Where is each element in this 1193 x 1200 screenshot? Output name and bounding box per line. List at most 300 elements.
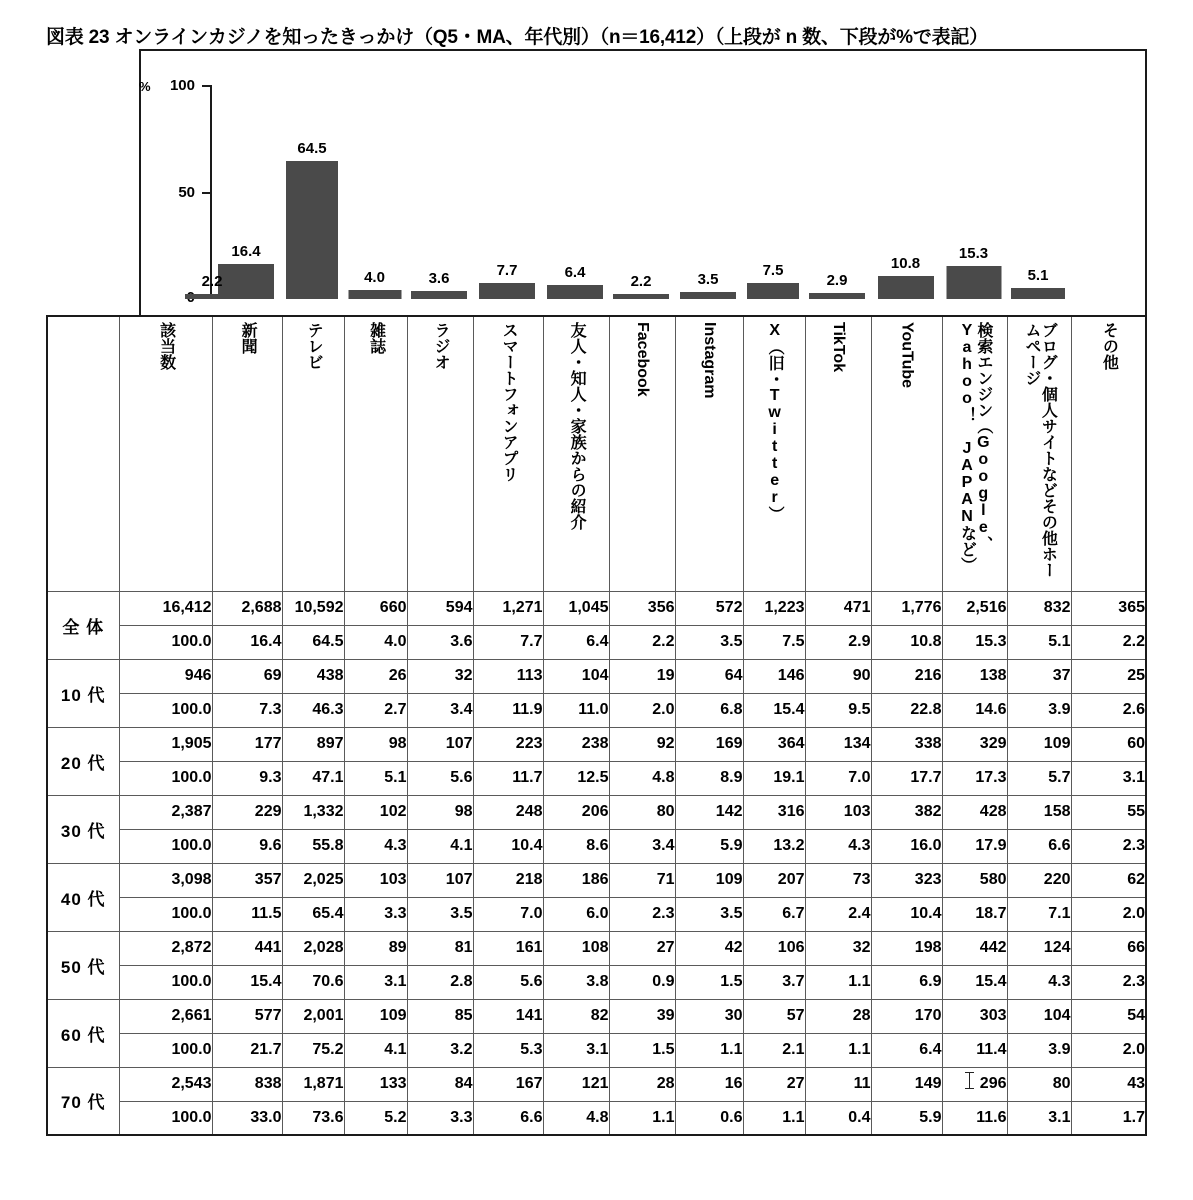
cell-n-3-5: 248 — [473, 795, 543, 829]
bar-value-label-11: 15.3 — [958, 245, 989, 262]
cell-pct-0-3: 4.0 — [344, 625, 407, 659]
cell-pct-3-10: 4.3 — [805, 829, 871, 863]
cell-n-0-14: 365 — [1071, 591, 1146, 625]
row-label-4: 40 代 — [47, 863, 119, 931]
cell-pct-4-3: 3.3 — [344, 897, 407, 931]
cell-n-0-10: 471 — [805, 591, 871, 625]
cell-n-6-14: 54 — [1071, 999, 1146, 1033]
bar-9 — [809, 293, 865, 299]
cell-pct-4-5: 7.0 — [473, 897, 543, 931]
cell-pct-1-4: 3.4 — [407, 693, 473, 727]
column-header-13 — [1071, 316, 1146, 591]
cell-pct-0-5: 7.7 — [473, 625, 543, 659]
table-row — [47, 625, 1146, 659]
cell-pct-1-5: 11.9 — [473, 693, 543, 727]
cell-pct-3-0: 100.0 — [119, 829, 212, 863]
column-header-12 — [1007, 316, 1071, 591]
cell-n-3-6: 206 — [543, 795, 609, 829]
bar-slot-8 — [742, 85, 804, 299]
cell-pct-1-2: 46.3 — [282, 693, 344, 727]
cell-pct-0-4: 3.6 — [407, 625, 473, 659]
cell-n-2-4: 107 — [407, 727, 473, 761]
cell-pct-0-14: 2.2 — [1071, 625, 1146, 659]
cell-pct-1-9: 15.4 — [743, 693, 805, 727]
cell-n-2-13: 109 — [1007, 727, 1071, 761]
bar-value-label-4: 7.7 — [496, 262, 518, 279]
column-header-2-label: 雑誌 — [367, 322, 385, 355]
cell-pct-1-14: 2.6 — [1071, 693, 1146, 727]
cell-pct-1-3: 2.7 — [344, 693, 407, 727]
cell-n-7-10: 11 — [805, 1067, 871, 1101]
column-header-13-label: その他 — [1100, 322, 1118, 371]
table-row — [47, 965, 1146, 999]
bar-value-label-6: 2.2 — [630, 273, 652, 290]
cell-n-1-4: 32 — [407, 659, 473, 693]
bar-slot-4 — [472, 85, 542, 299]
cell-n-2-2: 897 — [282, 727, 344, 761]
cell-n-6-10: 28 — [805, 999, 871, 1033]
cell-n-2-11: 338 — [871, 727, 942, 761]
bar-value-label-13: 2.2 — [201, 273, 223, 290]
cell-pct-2-0: 100.0 — [119, 761, 212, 795]
cell-pct-3-9: 13.2 — [743, 829, 805, 863]
cell-n-5-7: 27 — [609, 931, 675, 965]
cell-n-1-11: 216 — [871, 659, 942, 693]
column-header-7 — [675, 316, 743, 591]
cell-pct-4-0: 100.0 — [119, 897, 212, 931]
cell-n-7-5: 167 — [473, 1067, 543, 1101]
cell-pct-2-4: 5.6 — [407, 761, 473, 795]
cell-n-5-12: 442 — [942, 931, 1007, 965]
cell-pct-7-12: 11.6 — [942, 1101, 1007, 1135]
cell-n-1-6: 104 — [543, 659, 609, 693]
cell-n-2-6: 238 — [543, 727, 609, 761]
cell-pct-2-6: 12.5 — [543, 761, 609, 795]
cell-pct-6-4: 3.2 — [407, 1033, 473, 1067]
cell-pct-4-12: 18.7 — [942, 897, 1007, 931]
cell-pct-0-11: 10.8 — [871, 625, 942, 659]
cell-pct-7-13: 3.1 — [1007, 1101, 1071, 1135]
cell-pct-0-2: 64.5 — [282, 625, 344, 659]
cell-pct-7-5: 6.6 — [473, 1101, 543, 1135]
bar-8 — [747, 283, 799, 299]
cell-n-0-6: 1,045 — [543, 591, 609, 625]
cell-pct-0-1: 16.4 — [212, 625, 282, 659]
cell-pct-5-12: 15.4 — [942, 965, 1007, 999]
cell-pct-4-9: 6.7 — [743, 897, 805, 931]
cell-pct-1-12: 14.6 — [942, 693, 1007, 727]
cell-n-0-1: 2,688 — [212, 591, 282, 625]
cell-n-2-10: 134 — [805, 727, 871, 761]
cell-n-4-1: 357 — [212, 863, 282, 897]
cell-n-4-5: 218 — [473, 863, 543, 897]
cell-n-4-10: 73 — [805, 863, 871, 897]
column-header-8 — [743, 316, 805, 591]
cell-pct-6-3: 4.1 — [344, 1033, 407, 1067]
cell-pct-0-0: 100.0 — [119, 625, 212, 659]
cell-n-0-0: 16,412 — [119, 591, 212, 625]
cell-n-3-10: 103 — [805, 795, 871, 829]
cell-pct-0-13: 5.1 — [1007, 625, 1071, 659]
cell-n-3-13: 158 — [1007, 795, 1071, 829]
cell-n-4-8: 109 — [675, 863, 743, 897]
cell-n-4-11: 323 — [871, 863, 942, 897]
cell-n-5-0: 2,872 — [119, 931, 212, 965]
cell-n-3-7: 80 — [609, 795, 675, 829]
cell-pct-6-2: 75.2 — [282, 1033, 344, 1067]
cell-pct-7-8: 0.6 — [675, 1101, 743, 1135]
cell-pct-0-12: 15.3 — [942, 625, 1007, 659]
cell-n-0-4: 594 — [407, 591, 473, 625]
cell-n-1-12: 138 — [942, 659, 1007, 693]
bar-slot-10 — [870, 85, 941, 299]
bar-value-label-10: 10.8 — [890, 255, 921, 272]
cell-pct-0-6: 6.4 — [543, 625, 609, 659]
cell-n-2-7: 92 — [609, 727, 675, 761]
cell-pct-4-11: 10.4 — [871, 897, 942, 931]
cell-n-5-13: 124 — [1007, 931, 1071, 965]
cell-pct-4-10: 2.4 — [805, 897, 871, 931]
bar-value-label-8: 7.5 — [762, 262, 784, 279]
table-row — [47, 999, 1146, 1033]
cell-n-5-14: 66 — [1071, 931, 1146, 965]
column-header-9-label: TikTok — [830, 322, 848, 373]
cell-n-3-1: 229 — [212, 795, 282, 829]
cell-n-3-9: 316 — [743, 795, 805, 829]
cell-n-3-3: 102 — [344, 795, 407, 829]
cell-n-5-6: 108 — [543, 931, 609, 965]
cell-pct-2-10: 7.0 — [805, 761, 871, 795]
table-row — [47, 591, 1146, 625]
cell-pct-2-9: 19.1 — [743, 761, 805, 795]
cell-pct-0-9: 7.5 — [743, 625, 805, 659]
cell-pct-2-7: 4.8 — [609, 761, 675, 795]
bar-value-label-5: 6.4 — [564, 264, 586, 281]
cell-pct-2-8: 8.9 — [675, 761, 743, 795]
table-row — [47, 931, 1146, 965]
table-corner-cell — [47, 316, 119, 591]
column-header-6 — [609, 316, 675, 591]
cell-pct-4-2: 65.4 — [282, 897, 344, 931]
cell-pct-5-6: 3.8 — [543, 965, 609, 999]
cell-pct-5-5: 5.6 — [473, 965, 543, 999]
cell-n-0-13: 832 — [1007, 591, 1071, 625]
cell-pct-6-12: 11.4 — [942, 1033, 1007, 1067]
cell-pct-0-10: 2.9 — [805, 625, 871, 659]
cell-n-4-9: 207 — [743, 863, 805, 897]
cell-pct-1-10: 9.5 — [805, 693, 871, 727]
cell-pct-1-6: 11.0 — [543, 693, 609, 727]
cell-n-7-14: 43 — [1071, 1067, 1146, 1101]
cell-pct-7-9: 1.1 — [743, 1101, 805, 1135]
cell-pct-5-10: 1.1 — [805, 965, 871, 999]
cell-pct-3-5: 10.4 — [473, 829, 543, 863]
cell-pct-3-3: 4.3 — [344, 829, 407, 863]
table-body — [47, 591, 1146, 1135]
cell-n-3-4: 98 — [407, 795, 473, 829]
cross-tab-table — [46, 315, 1147, 1136]
cell-pct-7-4: 3.3 — [407, 1101, 473, 1135]
y-label-100: 100 — [169, 77, 195, 94]
cell-n-6-8: 30 — [675, 999, 743, 1033]
column-header-2 — [344, 316, 407, 591]
cell-n-0-2: 10,592 — [282, 591, 344, 625]
cell-n-5-4: 81 — [407, 931, 473, 965]
cell-pct-2-14: 3.1 — [1071, 761, 1146, 795]
cell-n-3-2: 1,332 — [282, 795, 344, 829]
cell-pct-3-12: 17.9 — [942, 829, 1007, 863]
cell-n-2-0: 1,905 — [119, 727, 212, 761]
column-header-6-label: Facebook — [634, 322, 652, 397]
cell-n-7-13: 80 — [1007, 1067, 1071, 1101]
bar-2 — [348, 290, 401, 299]
cell-pct-4-1: 11.5 — [212, 897, 282, 931]
row-label-7: 70 代 — [47, 1067, 119, 1135]
row-label-0: 全 体 — [47, 591, 119, 659]
cell-pct-1-8: 6.8 — [675, 693, 743, 727]
bar-slot-1 — [281, 85, 343, 299]
cell-n-5-10: 32 — [805, 931, 871, 965]
cell-pct-2-2: 47.1 — [282, 761, 344, 795]
cell-n-7-6: 121 — [543, 1067, 609, 1101]
cell-pct-6-14: 2.0 — [1071, 1033, 1146, 1067]
cell-pct-2-11: 17.7 — [871, 761, 942, 795]
cell-n-4-4: 107 — [407, 863, 473, 897]
cell-n-4-7: 71 — [609, 863, 675, 897]
cell-n-1-0: 946 — [119, 659, 212, 693]
cell-n-3-14: 55 — [1071, 795, 1146, 829]
bar-5 — [547, 285, 603, 299]
bar-slot-2 — [343, 85, 406, 299]
bar-slot-9 — [804, 85, 870, 299]
column-header-1 — [282, 316, 344, 591]
cell-n-1-13: 37 — [1007, 659, 1071, 693]
bar-11 — [946, 266, 1001, 299]
column-header-9 — [805, 316, 871, 591]
bar-value-label-2: 4.0 — [364, 269, 385, 286]
cell-pct-5-1: 15.4 — [212, 965, 282, 999]
table-row — [47, 1101, 1146, 1135]
bar-chart — [139, 49, 1147, 315]
cell-n-7-11: 149 — [871, 1067, 942, 1101]
column-header-7-label: Instagram — [701, 322, 719, 399]
cell-n-0-3: 660 — [344, 591, 407, 625]
cell-pct-7-6: 4.8 — [543, 1101, 609, 1135]
bar-4 — [479, 283, 535, 299]
column-header-12-label: ブログ・個人サイトなどその他ホームページ — [1023, 322, 1057, 579]
cell-pct-5-9: 3.7 — [743, 965, 805, 999]
cell-n-5-3: 89 — [344, 931, 407, 965]
cell-n-4-14: 62 — [1071, 863, 1146, 897]
cell-pct-3-8: 5.9 — [675, 829, 743, 863]
cell-n-2-14: 60 — [1071, 727, 1146, 761]
cell-pct-6-9: 2.1 — [743, 1033, 805, 1067]
cell-pct-2-5: 11.7 — [473, 761, 543, 795]
column-header-0 — [212, 316, 282, 591]
bar-value-label-12: 5.1 — [1027, 267, 1049, 284]
bar-slot-6 — [608, 85, 674, 299]
column-header-10 — [871, 316, 942, 591]
column-header-count — [119, 316, 212, 591]
column-header-1-label: テレビ — [305, 322, 323, 371]
bar-slot-12 — [1006, 85, 1070, 299]
cell-n-6-1: 577 — [212, 999, 282, 1033]
cell-n-5-2: 2,028 — [282, 931, 344, 965]
bar-slot-11 — [941, 85, 1006, 299]
column-header-10-label: YouTube — [898, 322, 916, 389]
cell-n-1-9: 146 — [743, 659, 805, 693]
cell-n-4-6: 186 — [543, 863, 609, 897]
cell-pct-3-11: 16.0 — [871, 829, 942, 863]
cell-pct-7-11: 5.9 — [871, 1101, 942, 1135]
cell-n-3-8: 142 — [675, 795, 743, 829]
cell-n-6-9: 57 — [743, 999, 805, 1033]
cell-pct-3-7: 3.4 — [609, 829, 675, 863]
cell-n-6-0: 2,661 — [119, 999, 212, 1033]
cell-n-7-0: 2,543 — [119, 1067, 212, 1101]
cell-n-3-11: 382 — [871, 795, 942, 829]
table-row — [47, 761, 1146, 795]
cell-pct-4-6: 6.0 — [543, 897, 609, 931]
cell-n-1-3: 26 — [344, 659, 407, 693]
cell-n-0-7: 356 — [609, 591, 675, 625]
cell-n-7-3: 133 — [344, 1067, 407, 1101]
bar-value-label-0: 16.4 — [231, 243, 261, 260]
cell-n-1-5: 113 — [473, 659, 543, 693]
cell-pct-5-7: 0.9 — [609, 965, 675, 999]
y-tick-50 — [202, 192, 211, 194]
cell-n-4-3: 103 — [344, 863, 407, 897]
table-row — [47, 727, 1146, 761]
bar-slot-5 — [542, 85, 608, 299]
cell-pct-7-14: 1.7 — [1071, 1101, 1146, 1135]
cell-n-2-8: 169 — [675, 727, 743, 761]
cell-pct-1-0: 100.0 — [119, 693, 212, 727]
cell-n-1-1: 69 — [212, 659, 282, 693]
cell-pct-7-2: 73.6 — [282, 1101, 344, 1135]
cell-n-1-2: 438 — [282, 659, 344, 693]
column-header-11 — [942, 316, 1007, 591]
y-tick-100 — [202, 85, 211, 87]
bar-6 — [613, 294, 669, 299]
cell-pct-6-6: 3.1 — [543, 1033, 609, 1067]
cell-pct-1-11: 22.8 — [871, 693, 942, 727]
cell-pct-2-1: 9.3 — [212, 761, 282, 795]
cell-n-7-4: 84 — [407, 1067, 473, 1101]
cell-n-6-11: 170 — [871, 999, 942, 1033]
cell-pct-7-3: 5.2 — [344, 1101, 407, 1135]
cell-pct-2-3: 5.1 — [344, 761, 407, 795]
cell-pct-0-7: 2.2 — [609, 625, 675, 659]
table-row — [47, 897, 1146, 931]
table-row — [47, 829, 1146, 863]
cell-pct-6-7: 1.5 — [609, 1033, 675, 1067]
cell-pct-7-1: 33.0 — [212, 1101, 282, 1135]
bar-value-label-3: 3.6 — [428, 270, 450, 287]
cell-n-6-3: 109 — [344, 999, 407, 1033]
cell-pct-4-14: 2.0 — [1071, 897, 1146, 931]
cell-pct-6-13: 3.9 — [1007, 1033, 1071, 1067]
cell-pct-3-1: 9.6 — [212, 829, 282, 863]
cell-pct-0-8: 3.5 — [675, 625, 743, 659]
cell-pct-6-10: 1.1 — [805, 1033, 871, 1067]
cell-pct-7-0: 100.0 — [119, 1101, 212, 1135]
cell-n-5-1: 441 — [212, 931, 282, 965]
cell-pct-5-0: 100.0 — [119, 965, 212, 999]
cell-n-5-5: 161 — [473, 931, 543, 965]
column-header-4 — [473, 316, 543, 591]
cell-n-4-0: 3,098 — [119, 863, 212, 897]
table-row — [47, 1033, 1146, 1067]
cell-n-2-9: 364 — [743, 727, 805, 761]
cell-n-7-7: 28 — [609, 1067, 675, 1101]
bar-7 — [680, 292, 736, 299]
bar-slot-3 — [406, 85, 472, 299]
cell-pct-5-3: 3.1 — [344, 965, 407, 999]
cell-n-7-1: 838 — [212, 1067, 282, 1101]
cell-n-1-14: 25 — [1071, 659, 1146, 693]
cell-pct-4-13: 7.1 — [1007, 897, 1071, 931]
table-row — [47, 863, 1146, 897]
cell-pct-7-7: 1.1 — [609, 1101, 675, 1135]
cell-pct-4-7: 2.3 — [609, 897, 675, 931]
table-row — [47, 693, 1146, 727]
cell-n-3-0: 2,387 — [119, 795, 212, 829]
bar-value-label-9: 2.9 — [826, 272, 848, 289]
cell-n-5-9: 106 — [743, 931, 805, 965]
cell-pct-1-7: 2.0 — [609, 693, 675, 727]
cell-pct-2-13: 5.7 — [1007, 761, 1071, 795]
axis-unit-label: % — [139, 79, 151, 94]
cell-pct-5-4: 2.8 — [407, 965, 473, 999]
cell-n-1-7: 19 — [609, 659, 675, 693]
cell-n-2-12: 329 — [942, 727, 1007, 761]
cell-pct-3-2: 55.8 — [282, 829, 344, 863]
cell-pct-3-4: 4.1 — [407, 829, 473, 863]
bar-10 — [878, 276, 934, 299]
cell-pct-6-1: 21.7 — [212, 1033, 282, 1067]
cell-pct-4-8: 3.5 — [675, 897, 743, 931]
cell-n-1-8: 64 — [675, 659, 743, 693]
cell-n-0-9: 1,223 — [743, 591, 805, 625]
column-header-3-label: ラジオ — [432, 322, 450, 371]
cell-pct-3-13: 6.6 — [1007, 829, 1071, 863]
figure-title: 図表 23 オンラインカジノを知ったきっかけ（Q5・MA、年代別）（n＝16,412）（上段が n 数、下段が%で表記） — [46, 27, 989, 48]
cell-pct-6-5: 5.3 — [473, 1033, 543, 1067]
table-row — [47, 1067, 1146, 1101]
column-header-3 — [407, 316, 473, 591]
cell-n-4-12: 580 — [942, 863, 1007, 897]
cell-n-6-13: 104 — [1007, 999, 1071, 1033]
row-label-2: 20 代 — [47, 727, 119, 795]
cell-n-4-13: 220 — [1007, 863, 1071, 897]
bar-1 — [286, 161, 338, 299]
cell-n-6-4: 85 — [407, 999, 473, 1033]
row-label-3: 30 代 — [47, 795, 119, 863]
column-header-11-label: 検索エンジン（Google、Yahoo！ JAPANなど） — [958, 322, 992, 574]
cell-pct-5-8: 1.5 — [675, 965, 743, 999]
bar-value-label-1: 64.5 — [297, 140, 327, 157]
cell-n-0-12: 2,516 — [942, 591, 1007, 625]
cell-pct-1-13: 3.9 — [1007, 693, 1071, 727]
cell-pct-5-14: 2.3 — [1071, 965, 1146, 999]
cell-pct-6-0: 100.0 — [119, 1033, 212, 1067]
cell-n-7-12: 296 — [942, 1067, 1007, 1101]
bar-slot-0 — [211, 85, 281, 299]
cell-n-0-11: 1,776 — [871, 591, 942, 625]
column-header-8-label: X（旧・Twitter） — [766, 322, 784, 523]
cell-n-7-9: 27 — [743, 1067, 805, 1101]
